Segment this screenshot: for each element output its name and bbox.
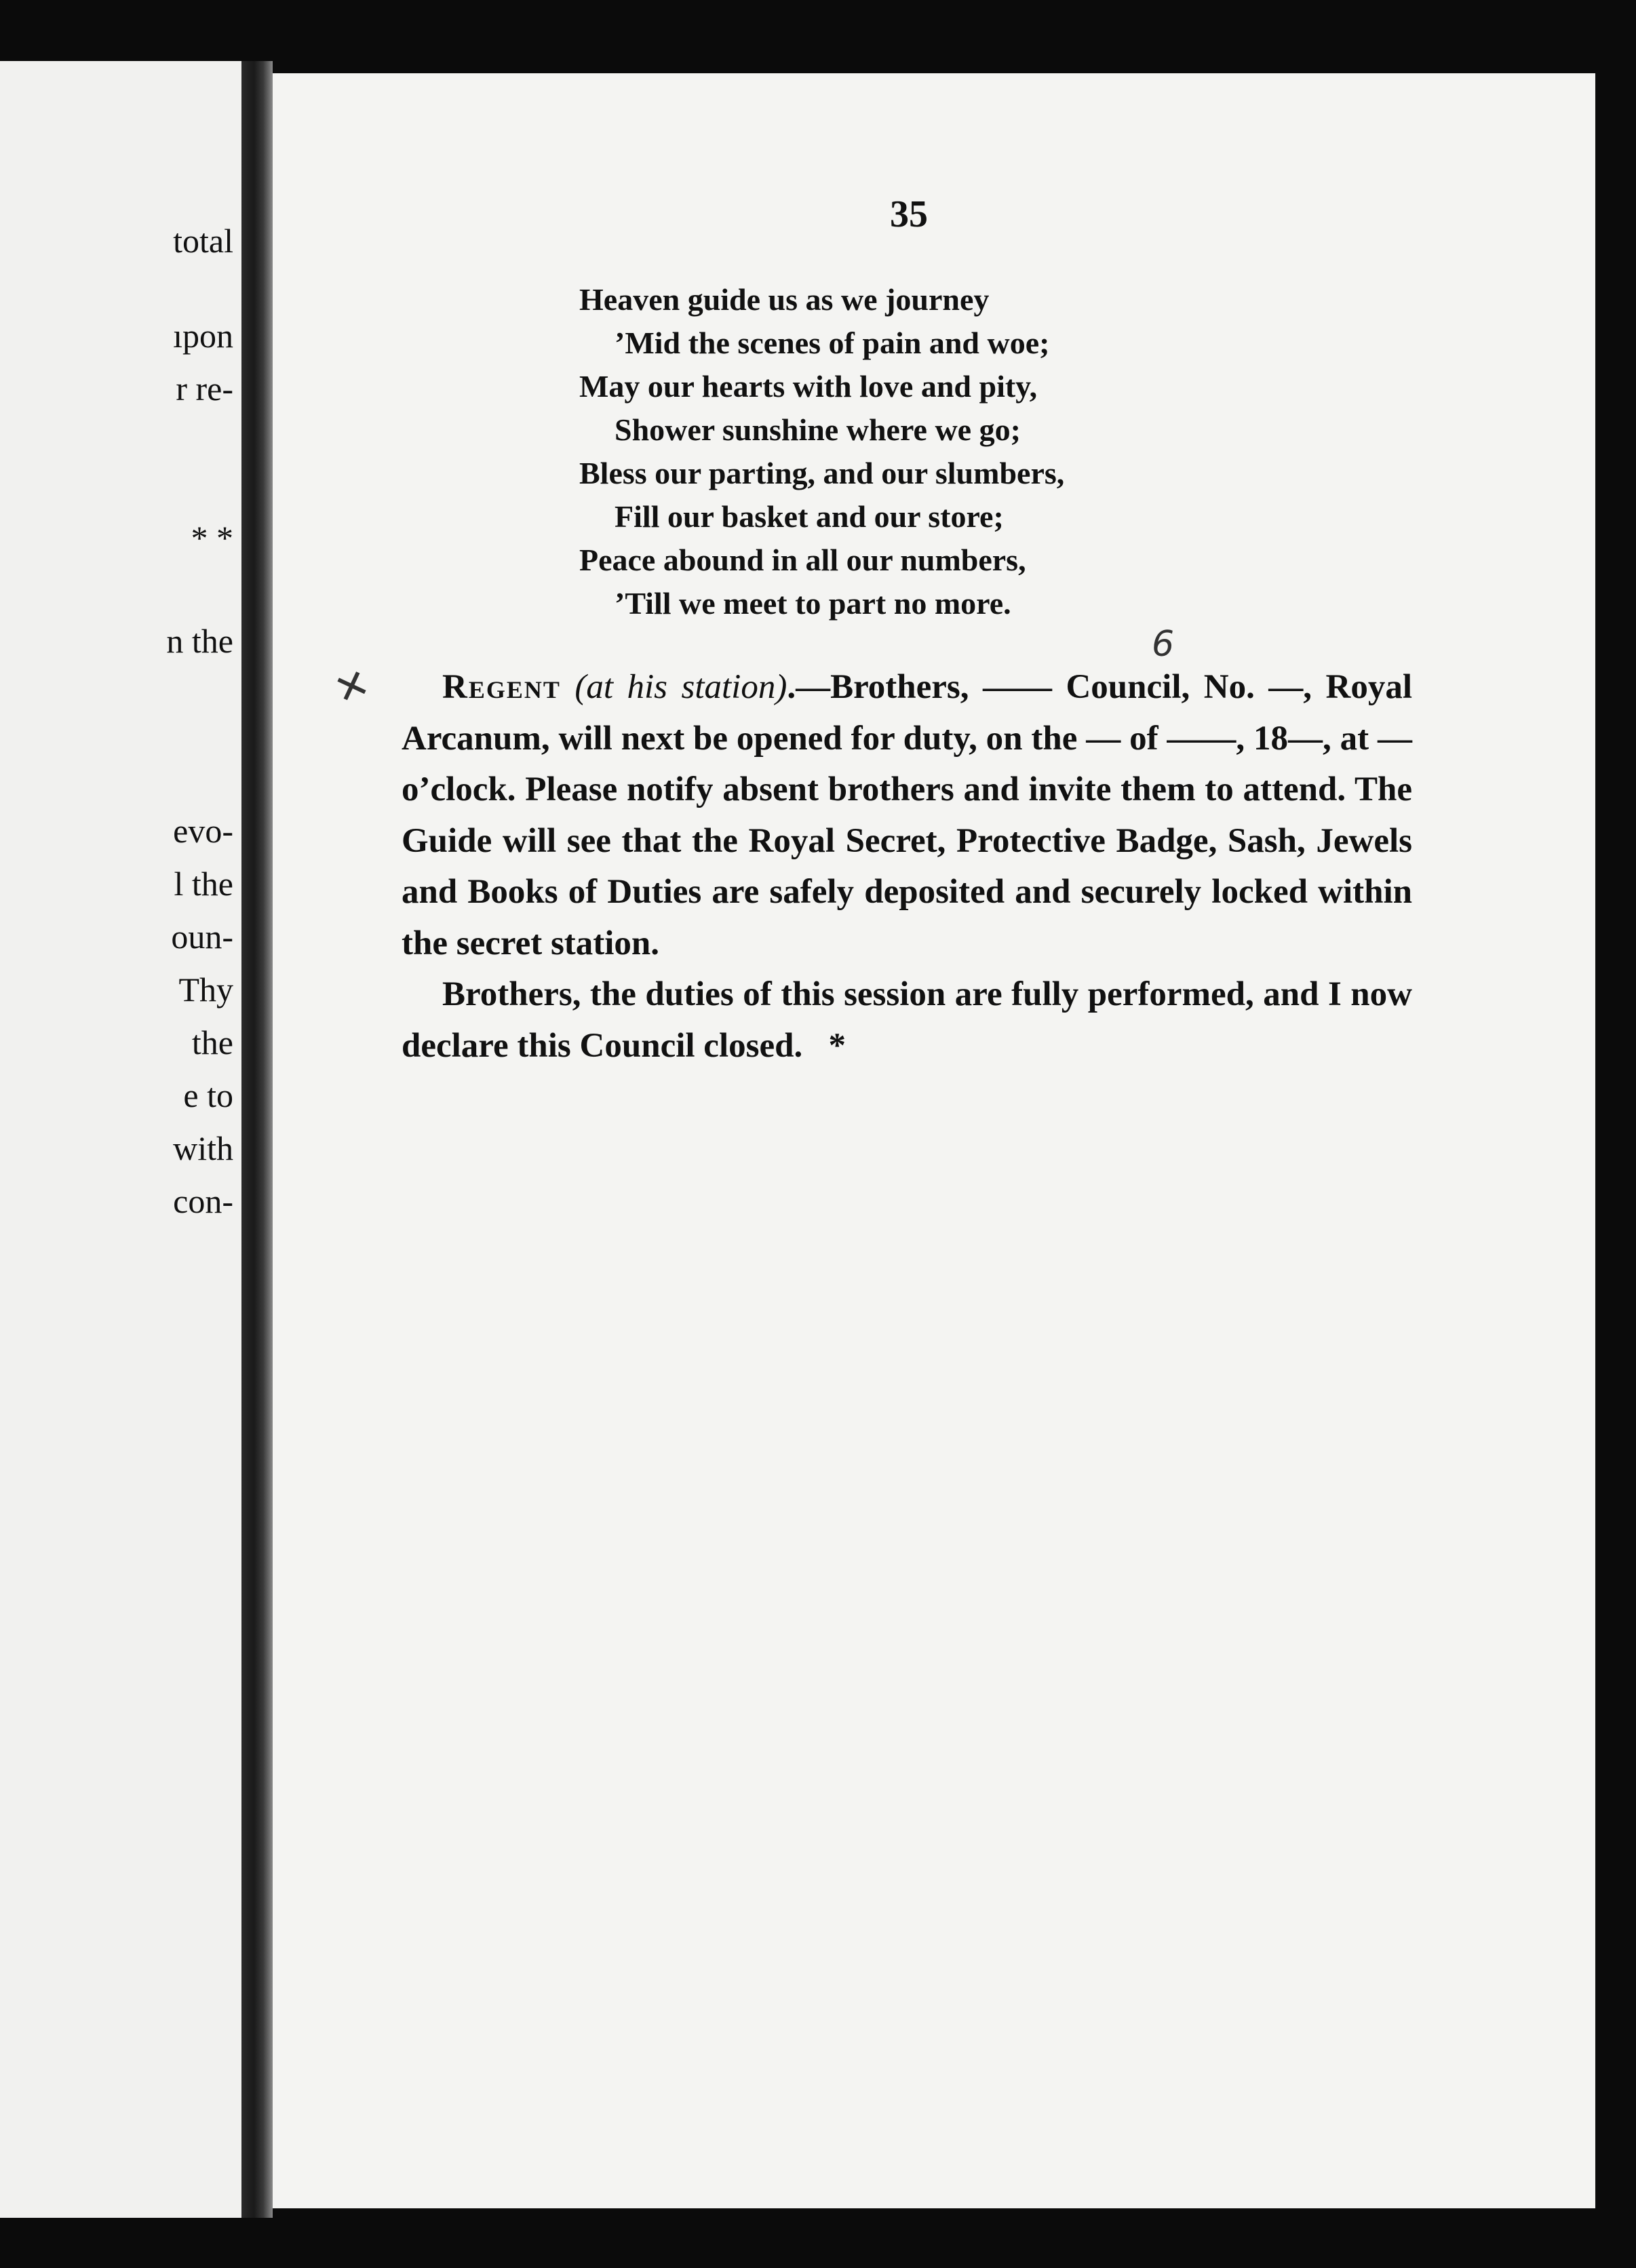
page-number: 35	[890, 193, 928, 235]
verse-line: Peace abound in all our numbers,	[579, 543, 1026, 577]
handwritten-margin-cross: ✕	[328, 659, 376, 716]
closing-speech: Brothers, the duties of this session are fully performed, and I now declare this Council closed.	[402, 975, 1412, 1065]
closing-paragraph	[402, 969, 1412, 1072]
hymn-verse	[579, 278, 1064, 625]
verse-line: Shower sunshine where we go;	[615, 412, 1021, 447]
left-page-fragment: Thy	[178, 971, 233, 1009]
verse-line: Heaven guide us as we journey	[579, 282, 990, 317]
speaker-name: Regent	[442, 668, 561, 706]
right-page	[273, 73, 1595, 2208]
regent-paragraph	[402, 662, 1412, 969]
left-page-fragment: r re-	[176, 370, 233, 408]
left-page-fragment: n the	[166, 622, 233, 660]
left-page-fragment: ıpon	[173, 317, 233, 355]
verse-line: May our hearts with love and pity,	[579, 369, 1038, 404]
left-page-fragment: total	[173, 222, 233, 260]
end-mark: *	[828, 1026, 846, 1065]
handwritten-insertion-mark: 6	[1152, 624, 1175, 665]
book-gutter	[241, 61, 273, 2218]
left-page-fragment: the	[191, 1023, 233, 1061]
left-page-fragment: oun-	[171, 918, 233, 956]
left-page	[0, 61, 241, 2218]
verse-line: Bless our parting, and our slumbers,	[579, 456, 1065, 490]
verse-line: ’Till we meet to part no more.	[615, 586, 1011, 621]
stage-direction: (at his station)	[574, 668, 787, 706]
left-page-fragment: e to	[183, 1076, 233, 1114]
verse-line: Fill our basket and our store;	[615, 499, 1004, 534]
left-page-fragment: * *	[191, 519, 233, 557]
verse-line: ’Mid the scenes of pain and woe;	[615, 326, 1050, 360]
closing-text	[402, 662, 1412, 1072]
left-page-fragment: evo-	[173, 812, 233, 850]
regent-speech: .—Brothers, —— Council, No. —, Royal Arcanum, will next be opened for duty, on the — of ——, 18—, at — o’clock. Please notify absent brothers and invite them to attend. The Guide will see that the Royal Secret, Protective Badge, Sash, Jewels and Books of Duties are safely deposited and securely locked within the secret station.	[402, 668, 1413, 962]
left-page-fragment: with	[173, 1129, 233, 1167]
left-page-fragment: con-	[173, 1182, 233, 1220]
left-page-fragment: l the	[174, 865, 233, 903]
